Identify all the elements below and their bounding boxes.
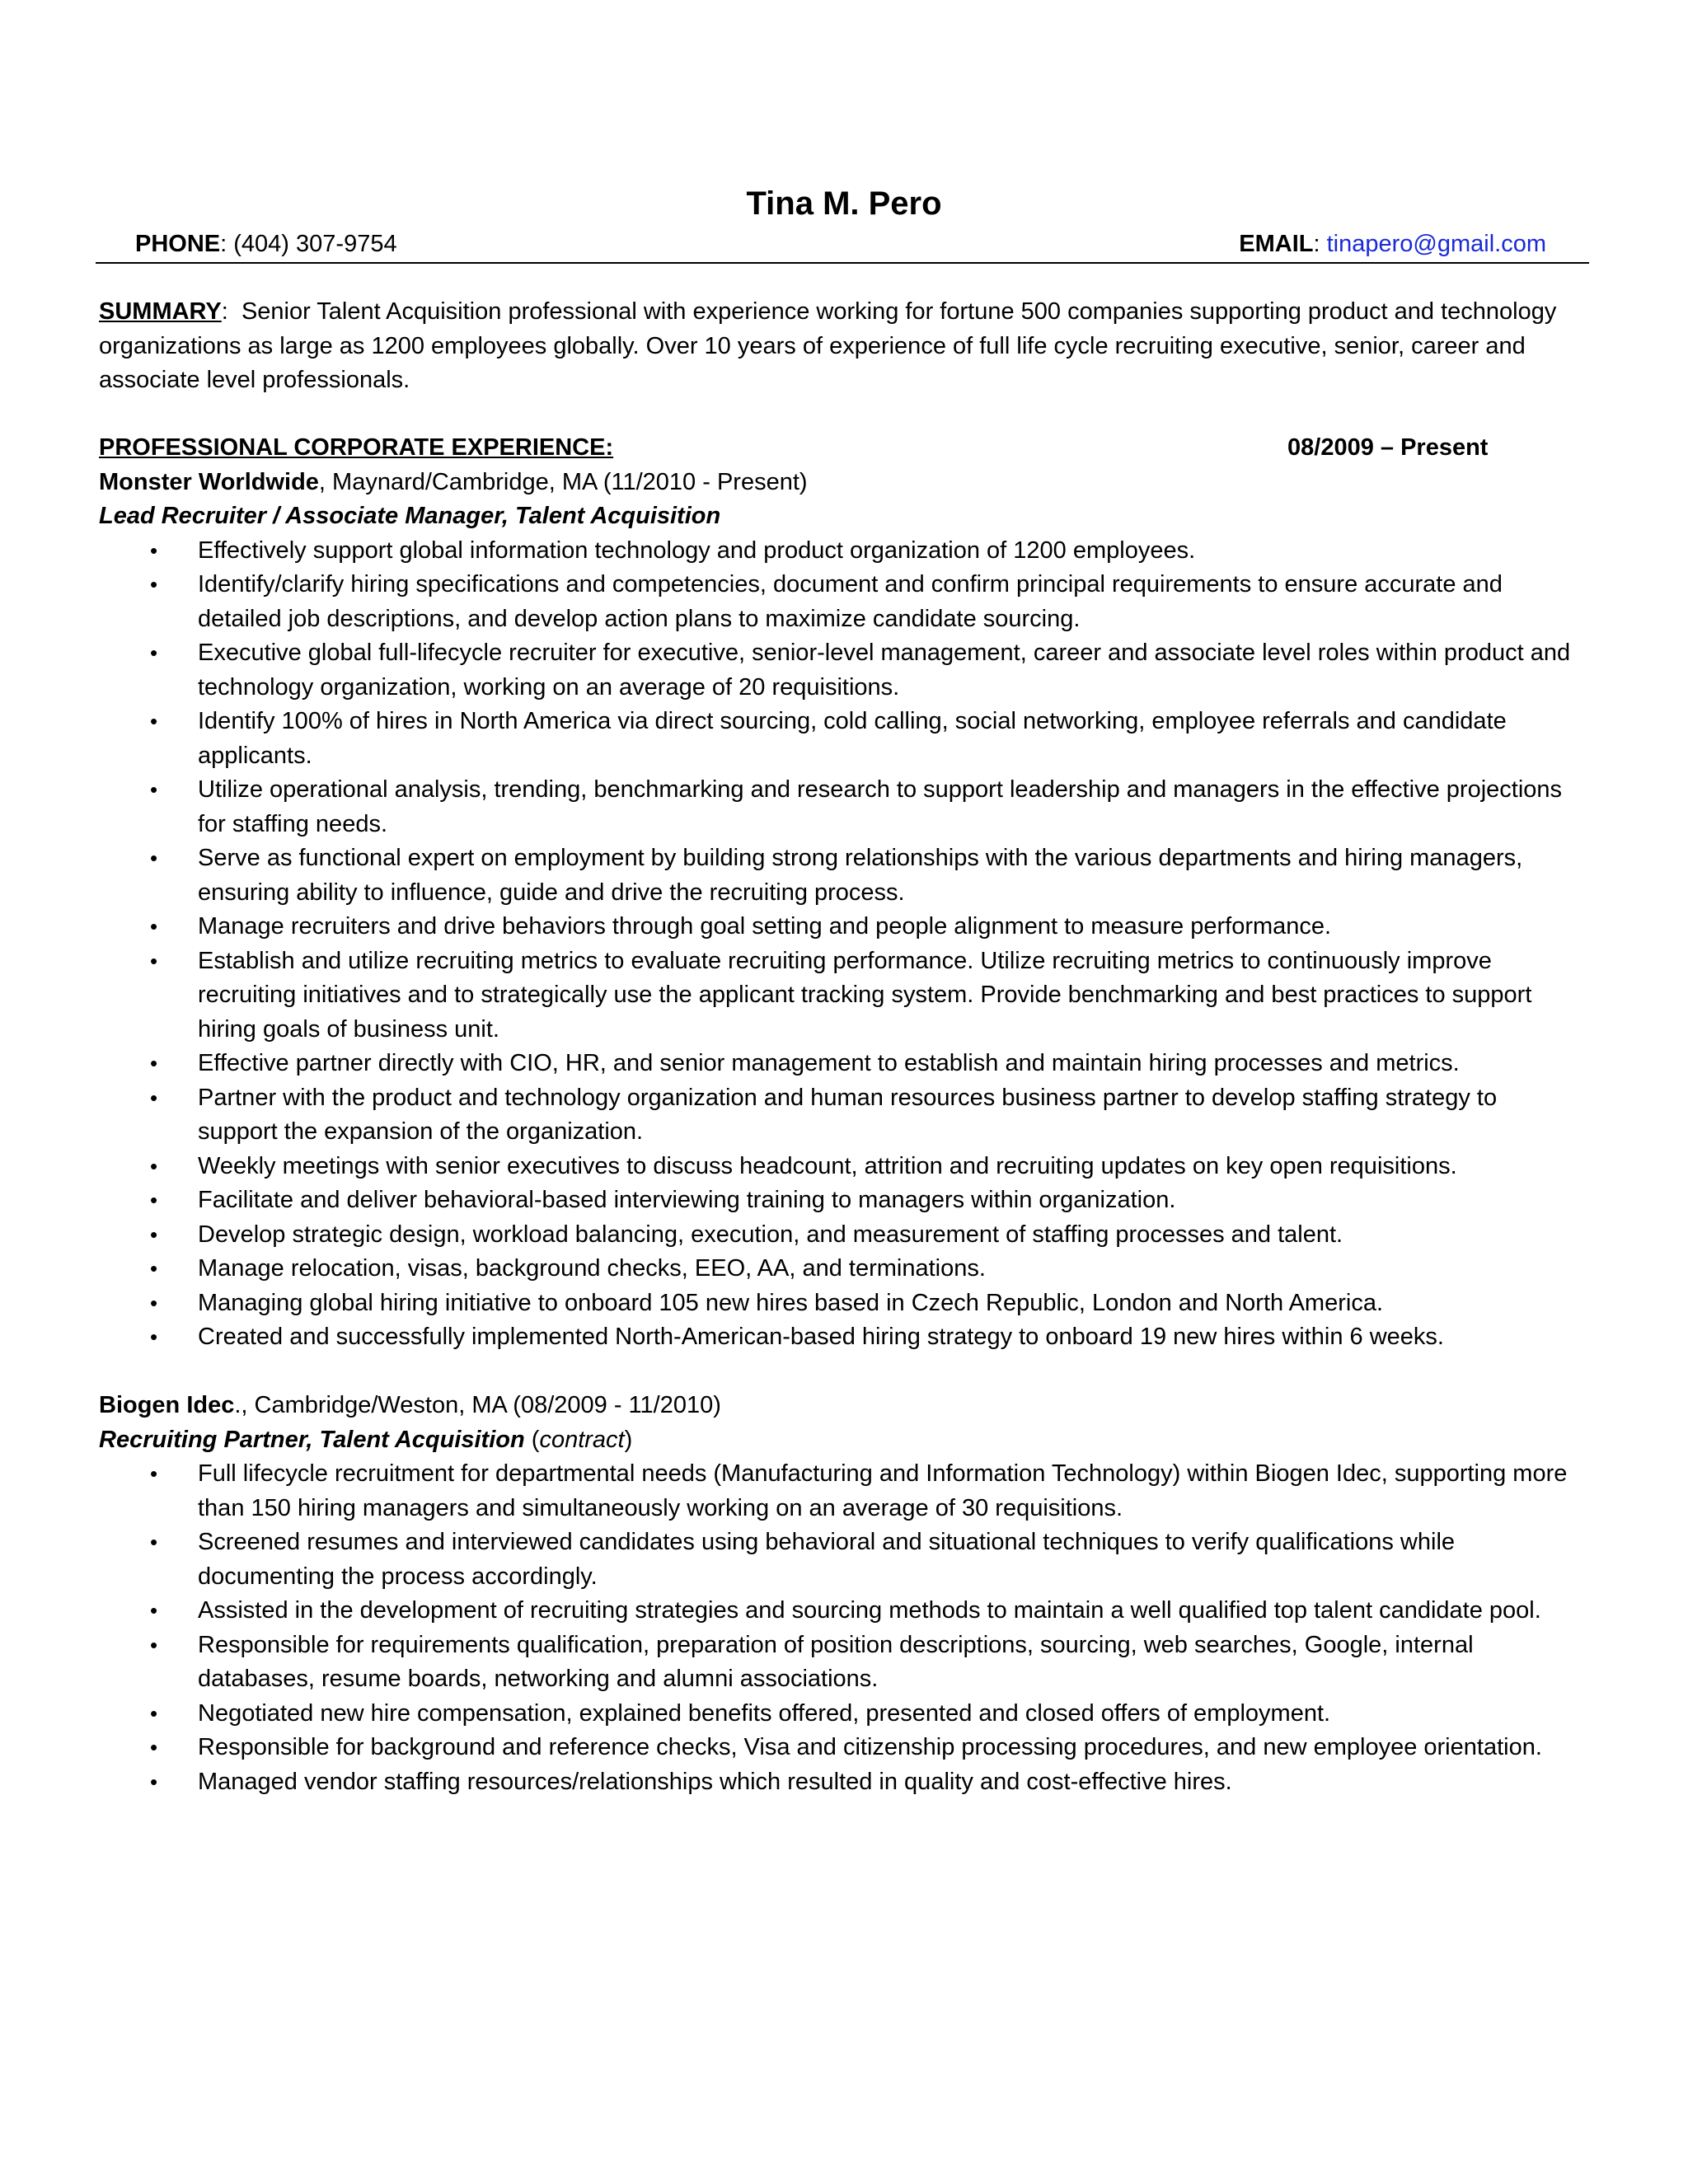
bullet-dot-icon: • <box>150 1221 158 1247</box>
job-title-suffix: contract <box>539 1426 625 1453</box>
bullet-dot-icon: • <box>150 846 158 870</box>
header-divider <box>96 262 1589 264</box>
experience-section <box>99 431 1582 1799</box>
bullet-dot-icon: • <box>150 948 158 973</box>
bullet-text: Develop strategic design, workload balancing, execution, and measurement of staffing processes and talent. <box>198 1221 1343 1248</box>
bullet-text: Responsible for background and reference checks, Visa and citizenship processing procedures, and new employee orientation. <box>198 1734 1542 1760</box>
job-company-line <box>99 1389 1582 1423</box>
bullet-item <box>99 1183 1582 1218</box>
company-name: Biogen Idec <box>99 1392 235 1418</box>
bullet-dot-icon: • <box>150 914 158 939</box>
bullet-dot-icon: • <box>150 1530 158 1554</box>
bullet-dot-icon: • <box>150 709 158 733</box>
bullet-dot-icon: • <box>150 1735 158 1760</box>
bullet-item <box>99 1697 1582 1732</box>
bullet-text: Managed vendor staffing resources/relationships which resulted in quality and cost-effective hires. <box>198 1768 1232 1795</box>
bullet-text: Serve as functional expert on employment by building strong relationships with the various departments and hiring managers, ensuring ability to influence, guide and drive the recruiting process. <box>198 845 1523 906</box>
bullet-item <box>99 1286 1582 1321</box>
bullet-text: Identify 100% of hires in North America via direct sourcing, cold calling, social networking, employee referrals and candidate applicants. <box>198 708 1507 769</box>
job-title-line <box>99 1423 1582 1458</box>
bullet-dot-icon: • <box>150 1769 158 1794</box>
candidate-name: Tina M. Pero <box>746 185 942 222</box>
bullet-dot-icon: • <box>150 777 158 802</box>
bullet-item <box>99 910 1582 944</box>
bullet-dot-icon: • <box>150 1256 158 1281</box>
bullet-text: Effective partner directly with CIO, HR, and senior management to establish and maintain hiring processes and metrics. <box>198 1050 1460 1076</box>
summary-label: SUMMARY <box>99 298 222 325</box>
bullet-text: Executive global full-lifecycle recruiter for executive, senior-level management, career and associate level roles within product and technology organization, working on an average of 20 requisitions. <box>198 640 1571 701</box>
bullet-text: Assisted in the development of recruiting strategies and sourcing methods to maintain a well qualified top talent candidate pool. <box>198 1597 1541 1624</box>
bullet-item <box>99 534 1582 569</box>
bullet-dot-icon: • <box>150 1461 158 1486</box>
bullet-dot-icon: • <box>150 1700 158 1726</box>
email-label: EMAIL <box>1239 231 1314 257</box>
email-link[interactable]: tinapero@gmail.com <box>1326 231 1546 257</box>
phone-line: PHONE: (404) 307-9754 <box>135 231 397 257</box>
bullet-item <box>99 1526 1582 1594</box>
bullet-item <box>99 1218 1582 1253</box>
bullet-text: Manage relocation, visas, background checks, EEO, AA, and terminations. <box>198 1255 986 1282</box>
summary-text: Senior Talent Acquisition professional with experience working for fortune 500 companies supporting product and technology organizations as large as 1200 employees globally. Over 10 years of experience of full life cycle recruiting executive, senior, career and associate level professionals. <box>99 298 1557 393</box>
bullet-item <box>99 1047 1582 1081</box>
bullet-item <box>99 1252 1582 1286</box>
job-title-suffix-open: ( <box>524 1426 540 1453</box>
bullet-dot-icon: • <box>150 572 158 597</box>
bullet-item <box>99 1765 1582 1800</box>
bullet-dot-icon: • <box>150 1188 158 1212</box>
experience-dates: 08/2009 – Present <box>1287 434 1489 461</box>
bullet-text: Screened resumes and interviewed candidates using behavioral and situational techniques to verify qualifications while documenting the process accordingly. <box>198 1529 1456 1590</box>
bullet-text: Partner with the product and technology organization and human resources business partner to develop staffing strategy to support the expansion of the organization. <box>198 1084 1498 1145</box>
phone-label: PHONE <box>135 231 221 257</box>
bullet-dot-icon: • <box>150 1598 158 1623</box>
company-name: Monster Worldwide <box>99 468 319 495</box>
bullet-text: Negotiated new hire compensation, explained benefits offered, presented and closed offers of employment. <box>198 1699 1331 1727</box>
bullet-text: Facilitate and deliver behavioral-based interviewing training to managers within organization. <box>198 1187 1176 1213</box>
job-title-suffix-close: ) <box>624 1426 633 1453</box>
bullet-item <box>99 1081 1582 1150</box>
bullet-item <box>99 636 1582 705</box>
summary-section: SUMMARY: Senior Talent Acquisition professional with experience working for fortune 500 companies supporting product and technology organizations as large as 1200 employees globally. Over 10 years of experience of full life cycle recruiting executive, senior, career and associate level professionals. <box>99 298 1557 393</box>
bullet-text: Effectively support global information technology and product organization of 1200 employees. <box>198 537 1196 564</box>
bullet-dot-icon: • <box>150 1085 158 1110</box>
job-bullet-list <box>99 534 1582 1355</box>
job-company-line <box>99 466 1582 500</box>
bullet-dot-icon: • <box>150 1324 158 1349</box>
job-title: Recruiting Partner, Talent Acquisition <box>99 1426 525 1453</box>
bullet-dot-icon: • <box>150 537 158 563</box>
company-location: ., Cambridge/Weston, MA (08/2009 - 11/2010) <box>234 1392 721 1418</box>
experience-heading: PROFESSIONAL CORPORATE EXPERIENCE: <box>99 434 614 461</box>
email-line: EMAIL: tinapero@gmail.com <box>1239 231 1546 257</box>
bullet-item <box>99 568 1582 636</box>
company-location: , Maynard/Cambridge, MA (11/2010 - Present) <box>318 468 808 495</box>
phone-number: (404) 307-9754 <box>233 231 397 257</box>
bullet-item <box>99 1594 1582 1629</box>
bullet-item <box>99 1731 1582 1765</box>
bullet-text: Weekly meetings with senior executives to discuss headcount, attrition and recruiting updates on key open requisitions. <box>198 1152 1457 1179</box>
bullet-text: Manage recruiters and drive behaviors through goal setting and people alignment to measure performance. <box>198 913 1332 940</box>
bullet-dot-icon: • <box>150 1153 158 1179</box>
bullet-item <box>99 773 1582 841</box>
bullet-item <box>99 841 1582 910</box>
job-bullet-list <box>99 1457 1582 1799</box>
bullet-dot-icon: • <box>150 640 158 665</box>
job-title: Lead Recruiter / Associate Manager, Talent Acquisition <box>99 503 721 529</box>
bullet-dot-icon: • <box>150 1051 158 1076</box>
bullet-item <box>99 1629 1582 1697</box>
bullet-text: Identify/clarify hiring specifications and competencies, document and confirm principal requirements to ensure accurate and detailed job descriptions, and develop action plans to maximize candidate sourcing. <box>198 571 1503 632</box>
experience-heading-row <box>99 431 1582 466</box>
bullet-dot-icon: • <box>150 1290 158 1315</box>
bullet-text: Full lifecycle recruitment for departmental needs (Manufacturing and Information Technology) within Biogen Idec, supporting more than 150 hiring managers and simultaneously working on an average of 30 requisitions. <box>198 1460 1568 1521</box>
bullet-item <box>99 1320 1582 1355</box>
bullet-item <box>99 1457 1582 1526</box>
job-spacer <box>99 1355 1582 1390</box>
bullet-item <box>99 944 1582 1047</box>
bullet-text: Establish and utilize recruiting metrics to evaluate recruiting performance. Utilize recruiting metrics to continuously improve recruiting initiatives and to strategically use the applicant tracking system. Provide benchmarking and best practices to support hiring goals of business unit. <box>198 947 1532 1043</box>
bullet-text: Managing global hiring initiative to onboard 105 new hires based in Czech Republic, London and North America. <box>198 1289 1384 1316</box>
bullet-text: Utilize operational analysis, trending, benchmarking and research to support leadership and managers in the effective projections for staffing needs. <box>198 776 1563 837</box>
bullet-item <box>99 705 1582 773</box>
bullet-dot-icon: • <box>150 1632 158 1657</box>
bullet-item <box>99 1150 1582 1184</box>
bullet-text: Created and successfully implemented North-American-based hiring strategy to onboard 19 new hires within 6 weeks. <box>198 1324 1444 1350</box>
bullet-text: Responsible for requirements qualification, preparation of position descriptions, sourcing, web searches, Google, internal databases, resume boards, networking and alumni associations. <box>198 1631 1474 1692</box>
